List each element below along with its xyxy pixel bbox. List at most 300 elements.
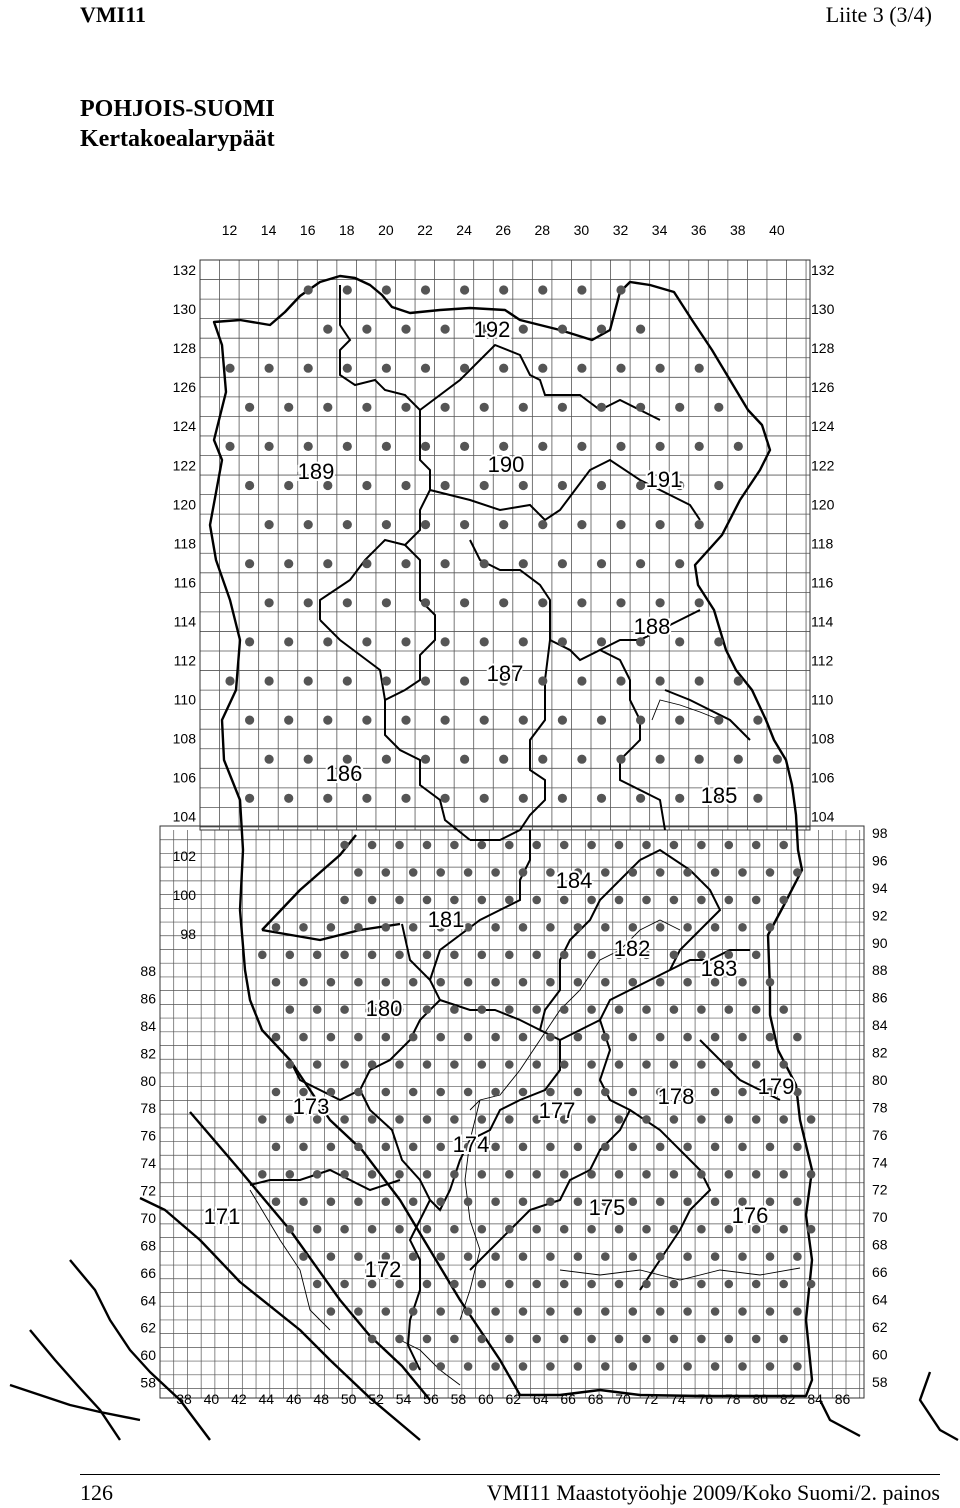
axis-tick-label: 130 <box>172 301 196 318</box>
sample-plot-marker <box>601 1362 610 1371</box>
sample-plot-marker <box>265 520 274 529</box>
sample-plot-marker <box>519 1088 528 1097</box>
axis-tick-label: 116 <box>173 574 196 591</box>
sample-plot-marker <box>616 755 625 764</box>
axis-tick-label: 82 <box>140 1045 156 1062</box>
sample-plot-marker <box>711 1143 720 1152</box>
sample-plot-marker <box>478 1170 487 1179</box>
sample-plot-marker <box>597 794 606 803</box>
sample-plot-marker <box>409 978 418 987</box>
sample-plot-marker <box>675 716 684 725</box>
sample-plot-marker <box>340 1115 349 1124</box>
sample-plot-marker <box>656 978 665 987</box>
sample-plot-marker <box>340 1225 349 1234</box>
sample-plot-marker <box>577 598 586 607</box>
sample-plot-marker <box>532 1225 541 1234</box>
sample-plot-marker <box>362 794 371 803</box>
sample-plot-marker <box>299 1143 308 1152</box>
sample-plot-marker <box>505 1060 514 1069</box>
sample-plot-marker <box>464 923 473 932</box>
sample-plot-marker <box>368 896 377 905</box>
sample-plot-marker <box>738 978 747 987</box>
sample-plot-marker <box>519 403 528 412</box>
sample-plot-marker <box>395 1170 404 1179</box>
sample-plot-marker <box>642 1060 651 1069</box>
sample-plot-marker <box>615 1335 624 1344</box>
sample-plot-marker <box>436 1307 445 1316</box>
sample-plot-marker <box>382 1307 391 1316</box>
sample-plot-marker <box>697 1280 706 1289</box>
sample-plot-marker <box>401 403 410 412</box>
sample-plot-marker <box>245 794 254 803</box>
axis-tick-label: 96 <box>872 852 888 869</box>
sample-plot-marker <box>766 868 775 877</box>
sample-plot-marker <box>560 1060 569 1069</box>
axis-tick-label: 80 <box>752 1391 769 1407</box>
sample-plot-marker <box>752 1060 761 1069</box>
sample-plot-marker <box>577 442 586 451</box>
sample-plot-marker <box>656 676 665 685</box>
sample-plot-marker <box>558 481 567 490</box>
sample-plot-marker <box>354 1252 363 1261</box>
sample-plot-marker <box>766 978 775 987</box>
sample-plot-marker <box>532 1335 541 1344</box>
sample-plot-marker <box>734 755 743 764</box>
sample-plot-marker <box>587 1170 596 1179</box>
sample-plot-marker <box>323 637 332 646</box>
sample-plot-marker <box>725 896 734 905</box>
sample-plot-marker <box>401 637 410 646</box>
sample-plot-marker <box>738 1143 747 1152</box>
sample-plot-marker <box>478 1005 487 1014</box>
sample-plot-marker <box>401 559 410 568</box>
sample-plot-marker <box>286 1170 295 1179</box>
coast-bottom <box>10 1385 140 1420</box>
region-label: 189 <box>297 459 335 484</box>
sample-plot-marker <box>225 442 234 451</box>
sample-plot-marker <box>323 403 332 412</box>
sample-plot-marker <box>656 755 665 764</box>
sample-plot-marker <box>616 442 625 451</box>
sample-plot-marker <box>753 794 762 803</box>
axis-tick-label: 114 <box>173 613 196 630</box>
sample-plot-marker <box>587 951 596 960</box>
sample-plot-marker <box>519 1307 528 1316</box>
sample-plot-marker <box>258 1170 267 1179</box>
sample-plot-marker <box>711 1088 720 1097</box>
axis-tick-label: 114 <box>811 613 834 630</box>
axis-tick-label: 58 <box>140 1374 156 1391</box>
sample-plot-marker <box>480 403 489 412</box>
sample-plot-marker <box>587 896 596 905</box>
sample-plot-marker <box>615 1170 624 1179</box>
axis-tick-label: 78 <box>140 1100 156 1117</box>
sample-plot-marker <box>441 481 450 490</box>
sample-plot-marker <box>505 896 514 905</box>
sample-plot-marker <box>636 716 645 725</box>
sample-plot-marker <box>436 1033 445 1042</box>
sample-plot-marker <box>725 1170 734 1179</box>
axis-tick-label: 68 <box>140 1237 156 1254</box>
axis-tick-label: 106 <box>811 769 835 786</box>
region-label: 191 <box>645 467 683 492</box>
axis-tick-label: 122 <box>811 457 835 474</box>
axis-tick-label: 126 <box>811 379 835 396</box>
sample-plot-marker <box>284 403 293 412</box>
sample-plot-marker <box>546 1088 555 1097</box>
sample-plot-marker <box>738 1033 747 1042</box>
sample-plot-marker <box>491 978 500 987</box>
region-label: 181 <box>427 907 465 932</box>
sample-plot-marker <box>629 978 638 987</box>
sample-plot-marker <box>752 1280 761 1289</box>
axis-tick-label: 110 <box>811 691 834 708</box>
axis-tick-label: 64 <box>532 1391 549 1407</box>
sample-plot-marker <box>478 1280 487 1289</box>
sample-plot-marker <box>560 1335 569 1344</box>
sample-plot-marker <box>656 364 665 373</box>
sample-plot-marker <box>304 520 313 529</box>
header-left: VMI11 <box>80 2 146 27</box>
sample-plot-marker <box>725 1280 734 1289</box>
sample-plot-marker <box>409 1088 418 1097</box>
axis-tick-label: 118 <box>173 535 196 552</box>
sample-plot-marker <box>675 559 684 568</box>
sample-plot-marker <box>343 285 352 294</box>
sample-plot-marker <box>779 1225 788 1234</box>
axis-tick-label: 104 <box>172 808 196 825</box>
sample-plot-marker <box>752 951 761 960</box>
axis-tick-label: 86 <box>834 1391 851 1407</box>
sample-plot-marker <box>779 1060 788 1069</box>
sample-plot-marker <box>587 841 596 850</box>
sample-plot-marker <box>323 794 332 803</box>
axis-tick-label: 94 <box>872 879 888 896</box>
sample-plot-marker <box>436 1362 445 1371</box>
sample-plot-marker <box>519 637 528 646</box>
sample-plot-marker <box>464 1252 473 1261</box>
sample-plot-marker <box>368 1170 377 1179</box>
sample-plot-marker <box>395 1225 404 1234</box>
sample-plot-marker <box>697 1225 706 1234</box>
sample-plot-marker <box>450 1225 459 1234</box>
sample-plot-marker <box>577 676 586 685</box>
sample-plot-marker <box>340 1060 349 1069</box>
sample-plot-marker <box>299 1197 308 1206</box>
sample-plot-marker <box>327 1033 336 1042</box>
sample-plot-marker <box>423 1225 432 1234</box>
axis-tick-label: 40 <box>203 1391 220 1407</box>
axis-tick-label: 124 <box>811 418 835 435</box>
sample-plot-marker <box>340 896 349 905</box>
sample-plot-marker <box>519 1362 528 1371</box>
sample-plot-marker <box>601 868 610 877</box>
sample-plot-marker <box>272 978 281 987</box>
sample-plot-marker <box>642 1280 651 1289</box>
sample-plot-marker <box>656 1143 665 1152</box>
axis-tick-label: 84 <box>140 1017 156 1034</box>
sample-plot-marker <box>574 1033 583 1042</box>
region-label: 183 <box>700 956 738 981</box>
sample-plot-marker <box>558 403 567 412</box>
sample-plot-marker <box>313 1225 322 1234</box>
axis-tick-label: 72 <box>642 1391 659 1407</box>
axis-tick-label: 90 <box>872 934 888 951</box>
sample-plot-marker <box>766 1307 775 1316</box>
axis-tick-label: 58 <box>872 1373 888 1390</box>
sample-plot-marker <box>313 1280 322 1289</box>
sample-plot-marker <box>505 951 514 960</box>
axis-tick-label: 86 <box>140 990 156 1007</box>
sample-plot-marker <box>480 637 489 646</box>
axis-tick-label: 118 <box>811 535 834 552</box>
axis-tick-label: 40 <box>769 222 785 238</box>
sample-plot-marker <box>362 481 371 490</box>
region-label: 178 <box>657 1084 695 1109</box>
sample-plot-marker <box>245 637 254 646</box>
sample-plot-marker <box>464 868 473 877</box>
sample-plot-marker <box>382 1033 391 1042</box>
sample-plot-marker <box>532 841 541 850</box>
axis-tick-label: 80 <box>140 1072 156 1089</box>
sample-plot-marker <box>272 1033 281 1042</box>
axis-tick-label: 128 <box>172 340 196 357</box>
sample-plot-marker <box>304 364 313 373</box>
axis-tick-label: 106 <box>172 769 196 786</box>
axis-tick-label: 104 <box>811 808 835 825</box>
sample-plot-marker <box>491 1362 500 1371</box>
sample-plot-marker <box>505 1170 514 1179</box>
region-label: 180 <box>365 996 403 1021</box>
sample-plot-marker <box>436 1088 445 1097</box>
axis-tick-label: 110 <box>173 691 196 708</box>
sample-plot-marker <box>597 637 606 646</box>
sample-plot-marker <box>304 755 313 764</box>
region-label: 179 <box>757 1074 795 1099</box>
region-label: 187 <box>486 661 524 686</box>
sample-plot-marker <box>491 1307 500 1316</box>
sample-plot-marker <box>629 1362 638 1371</box>
sample-plot-marker <box>587 1060 596 1069</box>
axis-tick-label: 100 <box>172 886 196 903</box>
axis-tick-label: 50 <box>340 1391 357 1407</box>
sample-plot-marker <box>695 676 704 685</box>
axis-tick-label: 74 <box>140 1155 156 1172</box>
sample-plot-marker <box>423 1060 432 1069</box>
sample-plot-marker <box>441 716 450 725</box>
sample-plot-marker <box>766 1362 775 1371</box>
sample-plot-marker <box>752 1005 761 1014</box>
sample-plot-marker <box>362 403 371 412</box>
axis-tick-label: 130 <box>811 301 835 318</box>
sample-plot-marker <box>615 1225 624 1234</box>
sample-plot-marker <box>725 841 734 850</box>
sample-plot-marker <box>441 559 450 568</box>
sample-plot-marker <box>807 1280 816 1289</box>
axis-tick-label: 74 <box>872 1154 888 1171</box>
sample-plot-marker <box>656 1307 665 1316</box>
sample-plot-marker <box>616 285 625 294</box>
sample-plot-marker <box>577 364 586 373</box>
sample-plot-marker <box>711 1033 720 1042</box>
axis-tick-label: 92 <box>872 907 888 924</box>
sample-plot-marker <box>546 923 555 932</box>
sample-plot-marker <box>697 841 706 850</box>
sample-plot-marker <box>546 1143 555 1152</box>
sample-plot-marker <box>286 1225 295 1234</box>
region-label: 184 <box>555 868 593 893</box>
sample-plot-marker <box>574 1307 583 1316</box>
sample-plot-marker <box>546 1033 555 1042</box>
sample-plot-marker <box>697 1170 706 1179</box>
sample-plot-marker <box>340 841 349 850</box>
sample-plot-marker <box>450 1115 459 1124</box>
sample-plot-marker <box>382 285 391 294</box>
sample-plot-marker <box>478 1060 487 1069</box>
sample-plot-marker <box>505 1225 514 1234</box>
sample-plot-marker <box>711 1252 720 1261</box>
sample-plot-marker <box>313 951 322 960</box>
sample-plot-marker <box>558 559 567 568</box>
axis-tick-label: 128 <box>811 340 835 357</box>
sample-plot-marker <box>340 1170 349 1179</box>
sample-plot-marker <box>546 1252 555 1261</box>
sample-plot-marker <box>368 841 377 850</box>
sample-plot-marker <box>779 1335 788 1344</box>
sample-plot-marker <box>354 1088 363 1097</box>
sample-plot-marker <box>560 1170 569 1179</box>
sample-plot-marker <box>272 1088 281 1097</box>
sample-plot-marker <box>656 1197 665 1206</box>
sample-plot-marker <box>382 868 391 877</box>
axis-tick-label: 84 <box>872 1017 888 1034</box>
axis-tick-label: 120 <box>172 496 196 513</box>
sample-plot-marker <box>304 598 313 607</box>
sample-plot-marker <box>272 1143 281 1152</box>
sample-plot-marker <box>284 794 293 803</box>
axis-tick-label: 46 <box>285 1391 302 1407</box>
region-label: 177 <box>538 1098 576 1123</box>
sample-plot-marker <box>491 1088 500 1097</box>
sample-plot-marker <box>714 716 723 725</box>
sample-plot-marker <box>683 1307 692 1316</box>
sample-plot-marker <box>793 1252 802 1261</box>
sample-plot-marker <box>738 1362 747 1371</box>
axis-tick-label: 88 <box>140 963 156 979</box>
sample-plot-marker <box>409 868 418 877</box>
axis-tick-label: 28 <box>534 222 551 238</box>
sample-plot-marker <box>629 923 638 932</box>
sample-plot-marker <box>738 1252 747 1261</box>
sample-plot-marker <box>225 676 234 685</box>
axis-tick-label: 60 <box>478 1391 494 1407</box>
sample-plot-marker <box>491 923 500 932</box>
axis-tick-label: 76 <box>872 1126 888 1143</box>
sample-plot-marker <box>395 1115 404 1124</box>
sample-plot-marker <box>538 520 547 529</box>
axis-tick-label: 52 <box>368 1391 384 1407</box>
sample-plot-marker <box>460 442 469 451</box>
sample-plot-marker <box>738 868 747 877</box>
sample-plot-marker <box>577 520 586 529</box>
sample-plot-marker <box>423 1280 432 1289</box>
sample-plot-marker <box>258 1115 267 1124</box>
sample-plot-marker <box>766 1143 775 1152</box>
sample-plot-marker <box>491 1033 500 1042</box>
sample-plot-marker <box>362 637 371 646</box>
sample-plot-marker <box>629 1143 638 1152</box>
footer-rule <box>80 1474 940 1475</box>
sample-plot-marker <box>299 1252 308 1261</box>
sample-plot-marker <box>766 923 775 932</box>
sample-plot-marker <box>491 1143 500 1152</box>
sample-plot-marker <box>636 559 645 568</box>
sample-plot-marker <box>560 841 569 850</box>
sample-plot-marker <box>401 716 410 725</box>
sample-plot-marker <box>642 1335 651 1344</box>
sample-plot-marker <box>225 364 234 373</box>
sample-plot-marker <box>670 1170 679 1179</box>
sample-plot-marker <box>382 520 391 529</box>
sample-plot-marker <box>354 1033 363 1042</box>
axis-tick-label: 64 <box>872 1291 888 1308</box>
sample-plot-marker <box>636 325 645 334</box>
sample-plot-marker <box>299 923 308 932</box>
sample-plot-marker <box>354 868 363 877</box>
sample-plot-marker <box>532 951 541 960</box>
sample-plot-marker <box>304 285 313 294</box>
sample-plot-marker <box>587 1280 596 1289</box>
sample-plot-marker <box>354 978 363 987</box>
sample-plot-marker <box>519 325 528 334</box>
sample-plot-marker <box>532 1280 541 1289</box>
sample-plot-marker <box>779 896 788 905</box>
sample-plot-marker <box>382 598 391 607</box>
sample-plot-marker <box>450 1170 459 1179</box>
sample-plot-marker <box>286 1005 295 1014</box>
sample-plot-marker <box>793 1307 802 1316</box>
sample-plot-marker <box>421 364 430 373</box>
sample-plot-marker <box>464 1088 473 1097</box>
sample-plot-marker <box>478 951 487 960</box>
axis-tick-label: 74 <box>670 1391 686 1407</box>
sample-plot-marker <box>574 1197 583 1206</box>
axis-tick-label: 16 <box>299 222 316 238</box>
sample-plot-marker <box>697 1005 706 1014</box>
sample-plot-marker <box>464 1197 473 1206</box>
axis-tick-label: 88 <box>872 962 888 979</box>
sample-plot-marker <box>734 442 743 451</box>
sample-plot-marker <box>450 841 459 850</box>
sample-plot-marker <box>752 1115 761 1124</box>
axis-tick-label: 58 <box>450 1391 467 1407</box>
sample-plot-marker <box>695 755 704 764</box>
sample-plot-marker <box>683 1362 692 1371</box>
sample-plot-marker <box>478 896 487 905</box>
sample-plot-marker <box>558 637 567 646</box>
sample-plot-marker <box>409 1252 418 1261</box>
sample-plot-marker <box>340 1005 349 1014</box>
sample-plot-marker <box>574 978 583 987</box>
sample-plot-marker <box>656 598 665 607</box>
axis-tick-label: 72 <box>872 1181 888 1198</box>
sample-plot-marker <box>752 1170 761 1179</box>
region-label: 171 <box>203 1204 241 1229</box>
sample-plot-marker <box>436 868 445 877</box>
sample-plot-marker <box>343 598 352 607</box>
sample-plot-marker <box>409 1197 418 1206</box>
sample-plot-marker <box>629 1197 638 1206</box>
